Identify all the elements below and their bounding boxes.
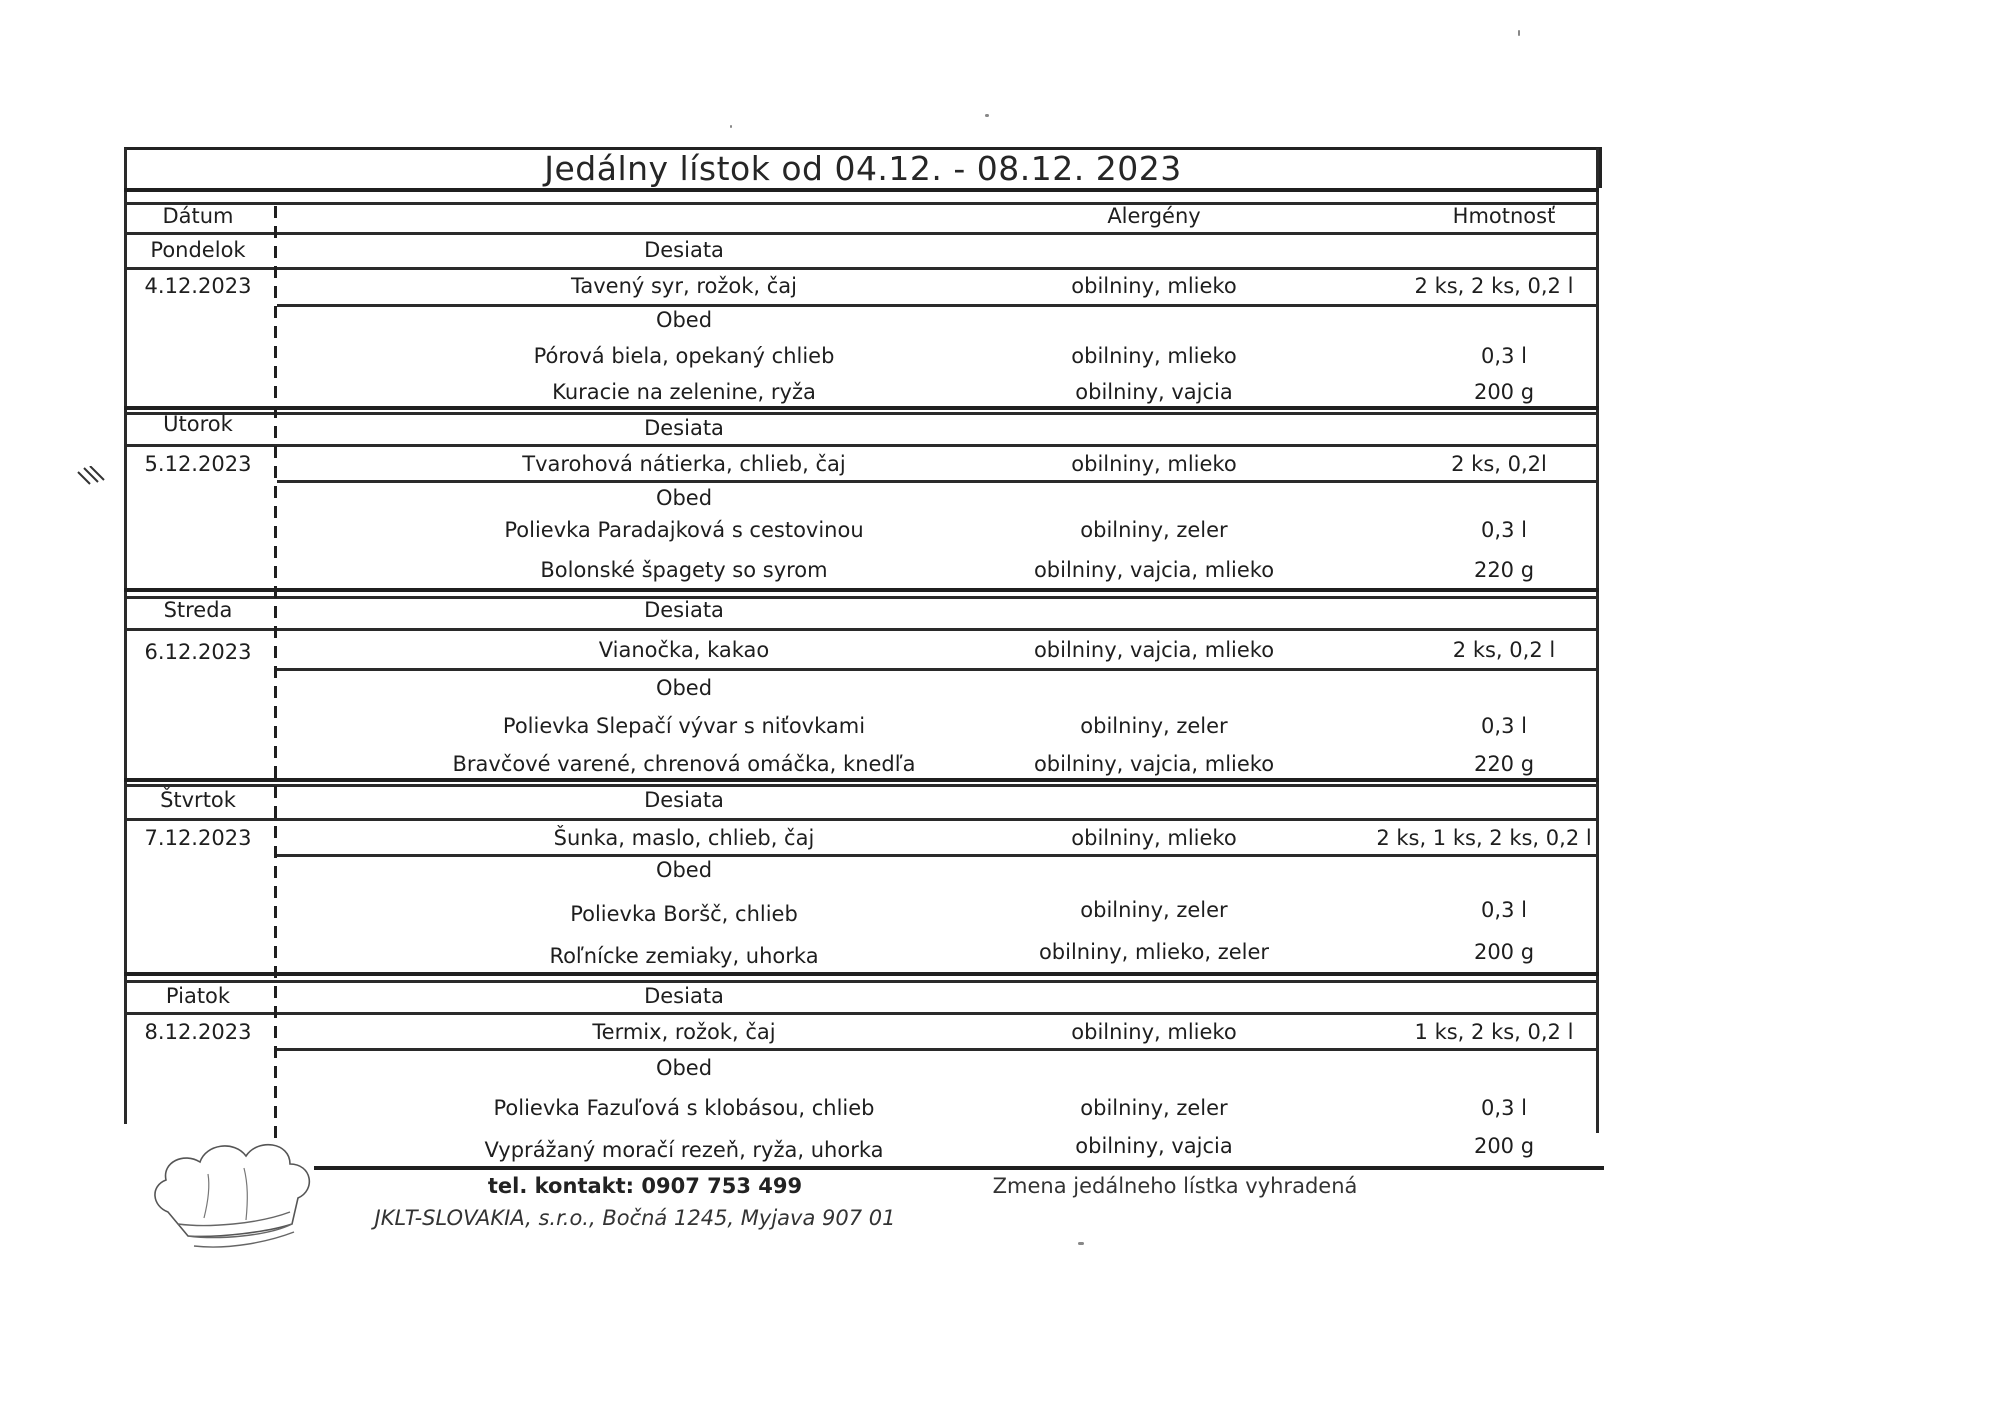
- snack-item: Termix, rožok, čaj: [592, 1020, 776, 1044]
- lunch-weight: 220 g: [1473, 558, 1535, 582]
- header-date: Dátum: [162, 204, 234, 228]
- scan-speck: [985, 114, 989, 117]
- day-name: Piatok: [165, 984, 231, 1008]
- rule: [277, 480, 1599, 483]
- lunch-item: Polievka Slepačí vývar s niťovkami: [502, 714, 866, 738]
- rule: [124, 784, 1599, 787]
- lunch-weight: 200 g: [1473, 940, 1535, 964]
- rule: [124, 778, 1599, 782]
- title-box: [124, 147, 1602, 188]
- lunch-weight: 0,3 l: [1481, 518, 1527, 542]
- lunch-item: Bravčové varené, chrenová omáčka, knedľa: [452, 752, 916, 776]
- snack-allergens: obilniny, mlieko: [1071, 826, 1237, 850]
- rule: [124, 980, 1599, 983]
- lunch-label: Obed: [655, 486, 713, 510]
- scan-speck: [730, 125, 732, 128]
- snack-weight: 2 ks, 0,2l: [1451, 452, 1547, 476]
- rule: [314, 1166, 1604, 1170]
- lunch-allergens: obilniny, zeler: [1080, 898, 1228, 922]
- rule: [277, 854, 1599, 857]
- lunch-weight: 200 g: [1473, 1134, 1535, 1158]
- day-date: 8.12.2023: [144, 1020, 252, 1044]
- snack-label: Desiata: [644, 416, 724, 440]
- snack-weight: 2 ks, 1 ks, 2 ks, 0,2 l: [1376, 826, 1592, 850]
- rule: [124, 972, 1599, 976]
- lunch-label: Obed: [655, 308, 713, 332]
- snack-item: Šunka, maslo, chlieb, čaj: [553, 826, 815, 850]
- rule: [124, 1012, 1599, 1015]
- lunch-label: Obed: [655, 1056, 713, 1080]
- lunch-allergens: obilniny, mlieko: [1071, 344, 1237, 368]
- lunch-weight: 0,3 l: [1481, 344, 1527, 368]
- table-right-border: [1596, 148, 1599, 1133]
- snack-item: Tvarohová nátierka, chlieb, čaj: [522, 452, 846, 476]
- rule: [124, 232, 1599, 235]
- rule: [124, 818, 1599, 821]
- lunch-allergens: obilniny, vajcia, mlieko: [1033, 752, 1275, 776]
- lunch-allergens: obilniny, mlieko, zeler: [1038, 940, 1270, 964]
- snack-weight: 2 ks, 2 ks, 0,2 l: [1414, 274, 1574, 298]
- lunch-weight: 0,3 l: [1481, 1096, 1527, 1120]
- rule: [124, 406, 1599, 410]
- lunch-allergens: obilniny, zeler: [1080, 714, 1228, 738]
- scan-mark-icon: [76, 466, 106, 492]
- lunch-item: Roľnícke zemiaky, uhorka: [549, 944, 819, 968]
- menu-table: [124, 188, 1602, 1170]
- lunch-weight: 220 g: [1473, 752, 1535, 776]
- snack-item: Tavený syr, rožok, čaj: [571, 274, 797, 298]
- date-column-separator: [274, 206, 277, 1138]
- rule: [277, 304, 1599, 307]
- footer-address: JKLT-SLOVAKIA, s.r.o., Bočná 1245, Myjava 907 01: [374, 1206, 896, 1230]
- snack-allergens: obilniny, mlieko: [1071, 1020, 1237, 1044]
- snack-item: Vianočka, kakao: [598, 638, 770, 662]
- lunch-allergens: obilniny, zeler: [1080, 1096, 1228, 1120]
- footer-note: Zmena jedálneho lístka vyhradená: [992, 1174, 1358, 1198]
- rule: [124, 596, 1599, 599]
- lunch-weight: 200 g: [1473, 380, 1535, 404]
- lunch-allergens: obilniny, vajcia, mlieko: [1033, 558, 1275, 582]
- lunch-label: Obed: [655, 858, 713, 882]
- lunch-item: Polievka Fazuľová s klobásou, chlieb: [493, 1096, 875, 1120]
- rule: [277, 1048, 1599, 1051]
- lunch-item: Polievka Boršč, chlieb: [570, 902, 798, 926]
- lunch-item: Pórová biela, opekaný chlieb: [533, 344, 835, 368]
- snack-allergens: obilniny, mlieko: [1071, 274, 1237, 298]
- lunch-allergens: obilniny, zeler: [1080, 518, 1228, 542]
- rule: [124, 412, 1599, 415]
- lunch-allergens: obilniny, vajcia: [1075, 1134, 1233, 1158]
- snack-allergens: obilniny, vajcia, mlieko: [1033, 638, 1275, 662]
- lunch-item: Bolonské špagety so syrom: [540, 558, 828, 582]
- day-name: Pondelok: [150, 238, 246, 262]
- snack-label: Desiata: [644, 238, 724, 262]
- lunch-item: Kuracie na zelenine, ryža: [552, 380, 816, 404]
- lunch-allergens: obilniny, vajcia: [1075, 380, 1233, 404]
- rule: [124, 588, 1599, 592]
- chef-hat-icon: [148, 1128, 318, 1256]
- lunch-weight: 0,3 l: [1481, 714, 1527, 738]
- lunch-item: Polievka Paradajková s cestovinou: [504, 518, 864, 542]
- day-name: Utorok: [163, 412, 233, 436]
- footer-contact: tel. kontakt: 0907 753 499: [487, 1174, 803, 1198]
- page-title: Jedálny lístok od 04.12. - 08.12. 2023: [544, 149, 1182, 188]
- day-date: 5.12.2023: [144, 452, 252, 476]
- header-allergens: Alergény: [1107, 204, 1201, 228]
- snack-label: Desiata: [644, 598, 724, 622]
- rule: [124, 188, 1599, 192]
- day-date: 7.12.2023: [144, 826, 252, 850]
- rule: [124, 444, 1599, 447]
- scan-speck: [1078, 1242, 1084, 1245]
- snack-allergens: obilniny, mlieko: [1071, 452, 1237, 476]
- snack-weight: 2 ks, 0,2 l: [1452, 638, 1556, 662]
- day-date: 6.12.2023: [144, 640, 252, 664]
- snack-label: Desiata: [644, 788, 724, 812]
- scan-speck: [1518, 30, 1520, 36]
- day-date: 4.12.2023: [144, 274, 252, 298]
- day-name: Štvrtok: [160, 788, 236, 812]
- lunch-weight: 0,3 l: [1481, 898, 1527, 922]
- lunch-label: Obed: [655, 676, 713, 700]
- rule: [124, 202, 1599, 205]
- rule: [277, 668, 1599, 671]
- rule: [124, 267, 1599, 270]
- snack-label: Desiata: [644, 984, 724, 1008]
- header-weight: Hmotnosť: [1452, 204, 1556, 228]
- rule: [124, 628, 1599, 631]
- lunch-item: Vyprážaný moračí rezeň, ryža, uhorka: [484, 1138, 884, 1162]
- day-name: Streda: [163, 598, 233, 622]
- snack-weight: 1 ks, 2 ks, 0,2 l: [1414, 1020, 1574, 1044]
